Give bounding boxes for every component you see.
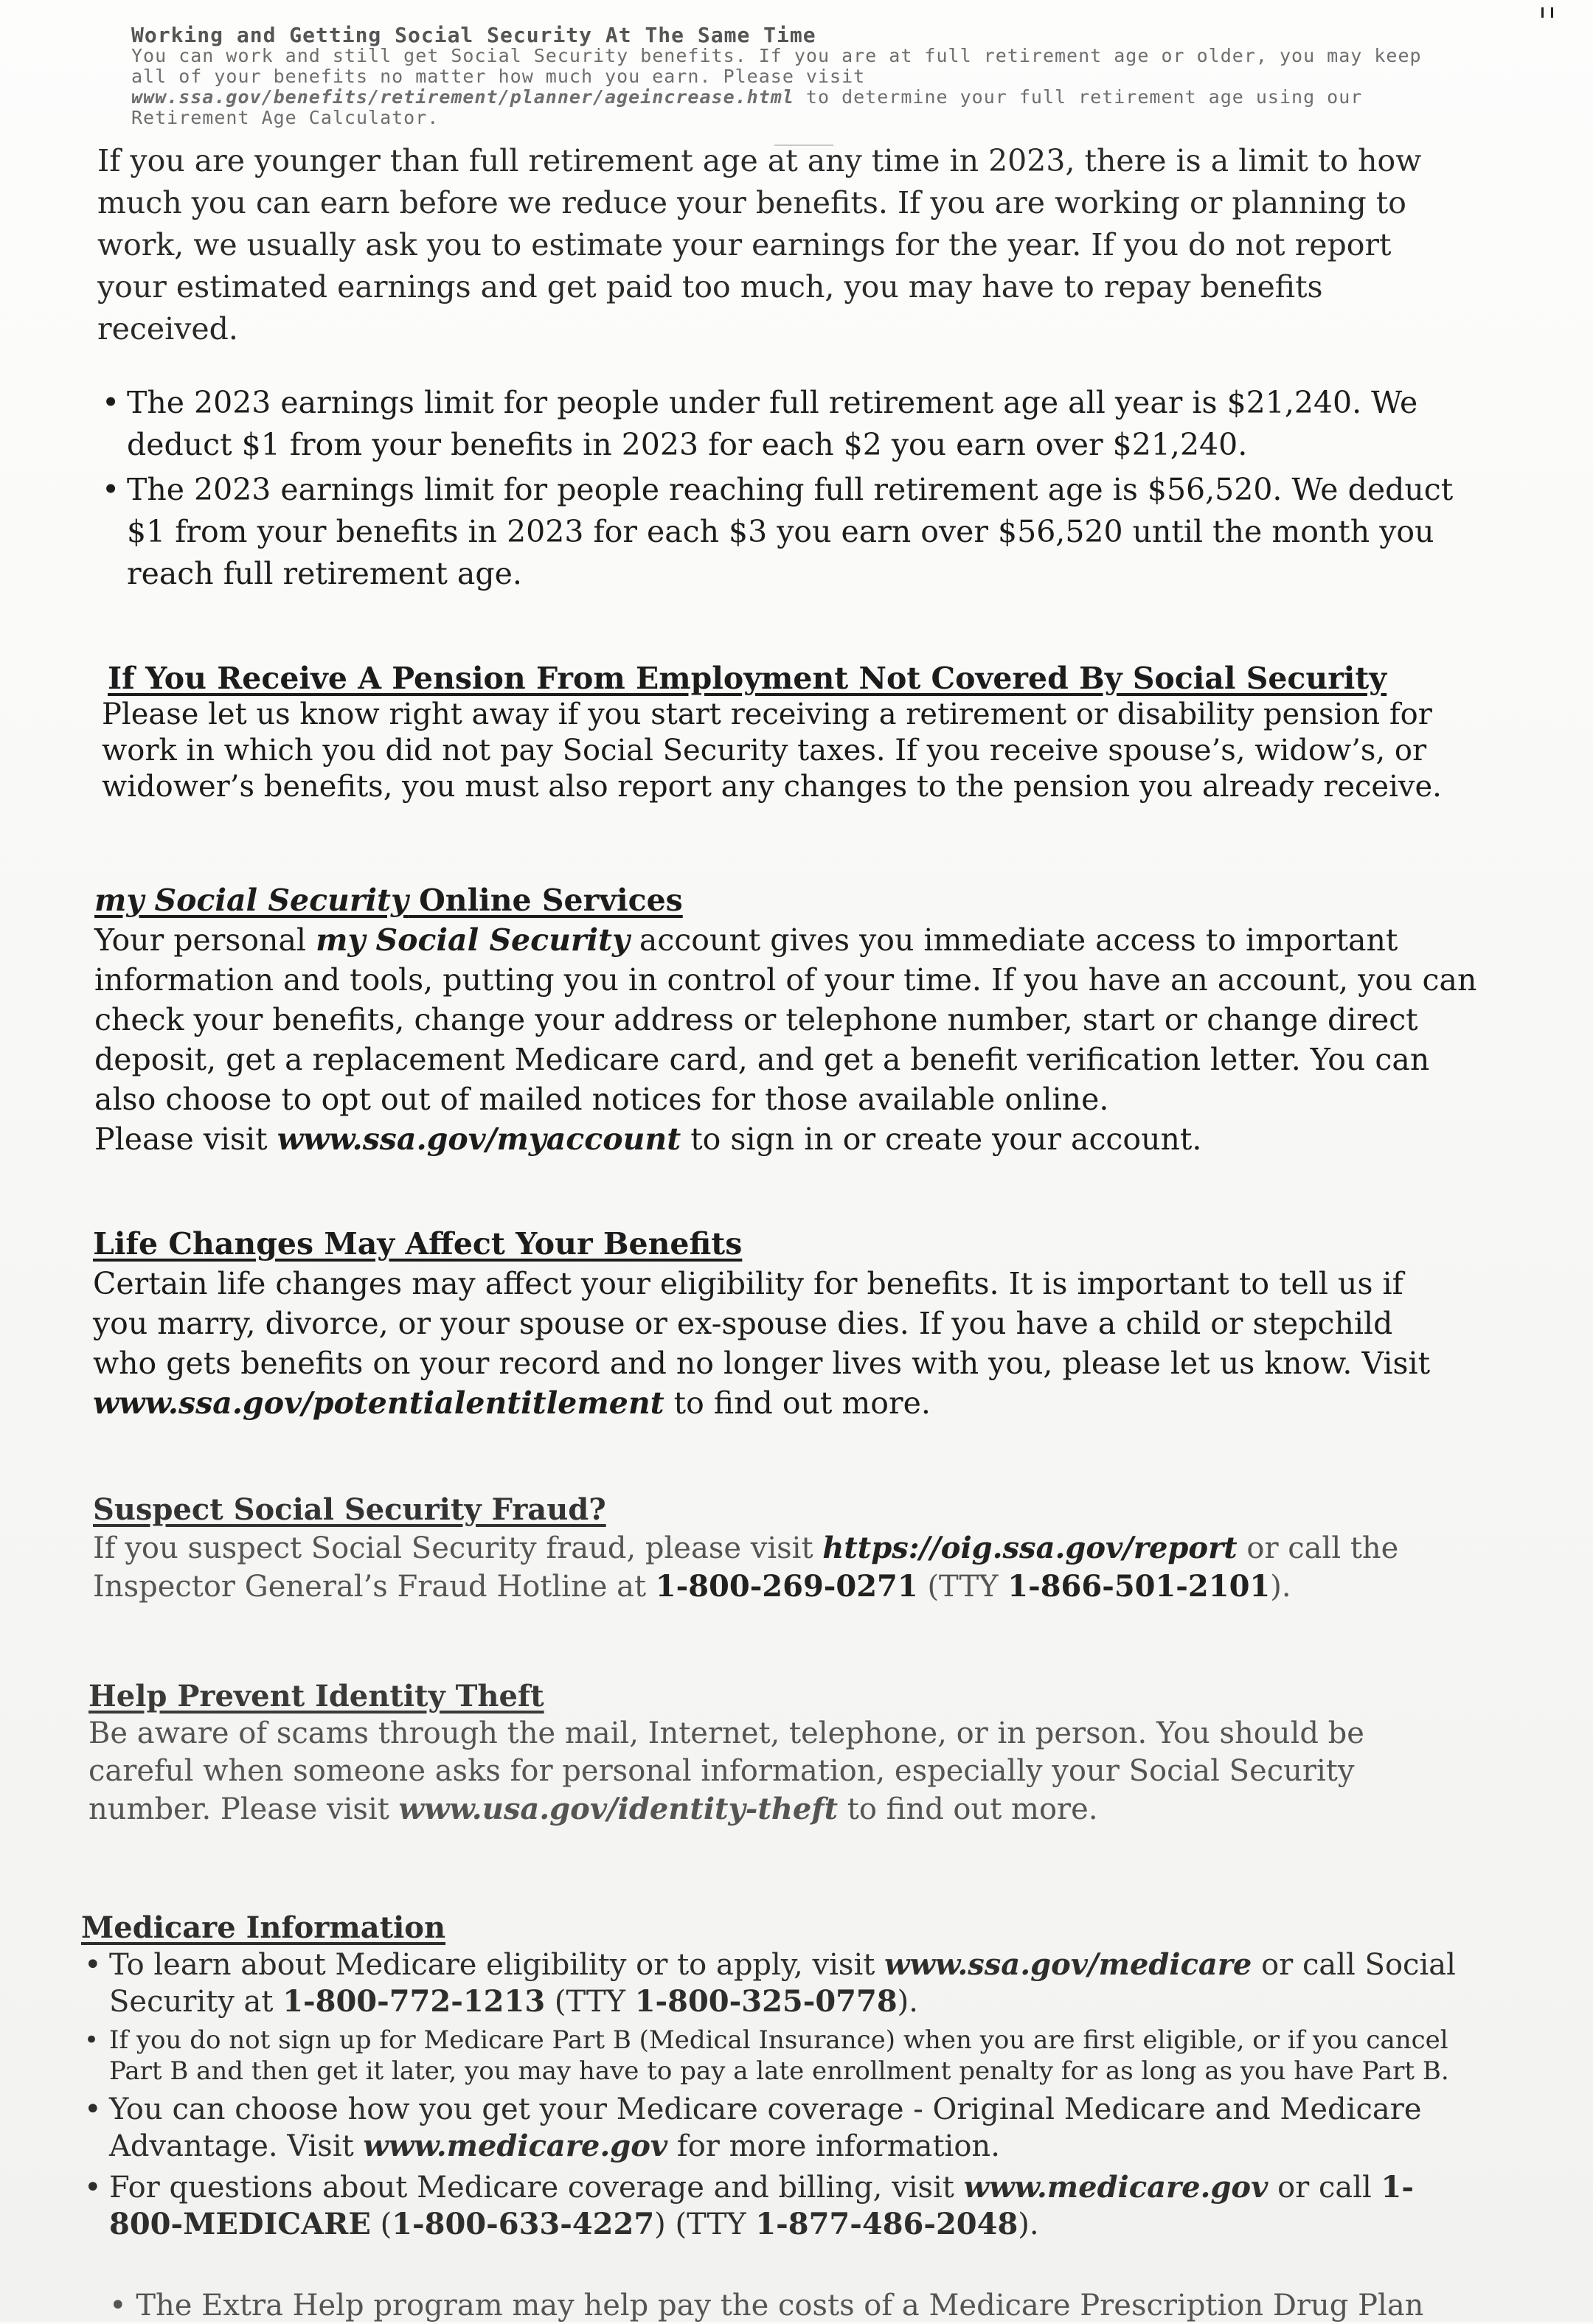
medicare-i4-b: or call [1268,2171,1381,2205]
online-visit-b: to sign in or create your account. [681,1121,1202,1157]
ssa-medicare-link[interactable]: www.ssa.gov/medicare [884,1947,1252,1982]
pension-text: Please let us know right away if you start receiving a retirement or disability pension for work in which you did not pay Social Security taxes. If you receive spouse’s, widow’s, or widower’s benefits, you must also report any changes to the pension you already receive. [102,697,1442,804]
medicare-i2: If you do not sign up for Medicare Part B (Medical Insurance) when you are first eligible, or if you cancel Part B and then get it later, you may have to pay a late enrollment penalty for as long as you have Part B. [109,2025,1449,2086]
life-heading: Life Changes May Affect Your Benefits [93,1226,743,1262]
online-text [94,920,1481,1119]
life-text-b: to find out more. [664,1385,931,1421]
section-identity-theft [88,1677,1460,1829]
medicare-i1-a: To learn about Medicare eligibility or to apply, visit [109,1948,885,1982]
fraud-hotline-phone: 1-800-269-0271 [655,1569,918,1604]
fraud-heading: Suspect Social Security Fraud? [93,1492,606,1527]
section-life-changes [93,1224,1465,1423]
identity-text-a: Be aware of scams through the mail, Internet, telephone, or in person. You should be careful when someone asks for personal information, especially your Social Security number. Please visit [88,1716,1364,1826]
list-item [84,2091,1475,2165]
limit-item-text: The 2023 earnings limit for people under full retirement age all year is $21,240. We deduct $1 from your benefits in 2023 for each $2 you earn over $21,240. [127,385,1418,462]
medicare-i4-c: ( [370,2208,392,2241]
limits-list [102,382,1462,595]
section-online-services [94,880,1481,1159]
section-earnings-limit [97,140,1447,350]
medicare-heading: Medicare Information [81,1910,446,1945]
section-fraud [93,1491,1465,1606]
medicare-gov-link-2[interactable]: www.medicare.gov [963,2170,1268,2205]
section-2023-limits [102,382,1462,598]
pension-heading: If You Receive A Pension From Employment Not Covered By Social Security [108,661,1387,696]
bullet-icon: • [84,2092,102,2126]
online-heading-rest: Online Services [408,883,683,918]
life-text-a: Certain life changes may affect your eligibility for benefits. It is important to tell us if you marry, divorce, or your spouse or ex-spouse dies. If you have a child or stepchild who gets benefits on your record and no longer lives with you, please let us know. Visit [93,1266,1431,1381]
identity-text-b: to find out more. [838,1792,1098,1826]
oig-report-link[interactable]: https://oig.ssa.gov/report [822,1531,1238,1565]
medicare-i3-b: for more information. [667,2129,1000,2163]
medicare-i4-a: For questions about Medicare coverage and billing, visit [109,2171,964,2205]
bullet-icon: • [84,2171,102,2205]
working-text-b: to determine your full retirement age using our Retirement Age Calculator. [131,86,1363,128]
ssa-phone: 1-800-772-1213 [282,1984,546,2019]
medicare-i1-d: ). [897,1985,918,2019]
medicare-i5-partial: The Extra Help program may help pay the costs of a Medicare Prescription Drug Plan [136,2289,1424,2323]
ssa-tty-phone: 1-800-325-0778 [634,1984,898,2019]
medicare-phone: 1-800-MEDICARE [109,2170,1414,2241]
bullet-icon: • [109,2289,127,2323]
medicare-i3-a: You can choose how you get your Medicare coverage - Original Medicare and Medicare Advantage. Visit [109,2092,1422,2163]
online-text-b: account gives you immediate access to important information and tools, putting you in control of your time. If you have an account, you can check your benefits, change your address or telephone number, start or change direct deposit, get a replacement Medicare card, and get a benefit verification letter. You can also choose to opt out of mailed notices for those available online. [94,922,1477,1117]
staple-mark [1541,7,1553,18]
online-visit-a: Please visit [94,1121,277,1157]
list-item [84,2169,1475,2243]
life-text [93,1264,1465,1423]
identity-heading: Help Prevent Identity Theft [88,1679,544,1714]
fraud-text [93,1529,1465,1606]
medicare-i4-d: ) (TTY [654,2208,756,2241]
online-heading [94,880,1481,920]
fraud-text-d: ). [1270,1570,1291,1604]
entitlement-link[interactable]: www.ssa.gov/potentialentitlement [93,1385,664,1421]
section-medicare [81,1910,1475,2323]
working-heading: Working and Getting Social Security At The Same Time [131,23,816,47]
bullet-icon: • [102,385,120,420]
medicare-tty-phone: 1-877-486-2048 [755,2207,1018,2241]
medicare-i1-c: (TTY [545,1985,635,2019]
section-working [131,25,1429,128]
working-text [131,46,1429,128]
section-pension [102,661,1481,805]
bullet-icon: • [84,2025,100,2055]
fraud-text-c: (TTY [917,1570,1008,1604]
limit-item-text: The 2023 earnings limit for people reaching full retirement age is $56,520. We deduct $1 from your benefits in 2023 for each $3 you earn over $56,520 until the month you reach full retirement age. [127,472,1454,591]
myaccount-link[interactable]: www.ssa.gov/myaccount [277,1121,681,1157]
fraud-text-b: or call the Inspector General’s Fraud Hotline at [93,1531,1399,1604]
list-item [102,382,1462,466]
earnings-limit-text: If you are younger than full retirement age at any time in 2023, there is a limit to how much you can earn before we reduce your benefits. If you are working or planning to work, we usually ask you to estimate your earnings for the year. If you do not report your estimated earnings and get paid too much, you may have to repay benefits received. [97,143,1422,347]
online-text-a: Your personal [94,922,316,958]
bullet-icon: • [102,472,120,507]
online-text-em: my Social Security [316,922,630,958]
list-item [102,469,1462,595]
fraud-text-a: If you suspect Social Security fraud, please visit [93,1531,823,1565]
medicare-gov-link[interactable]: www.medicare.gov [363,2129,668,2163]
list-item [84,1946,1475,2020]
online-visit [94,1119,1481,1159]
working-text-a: You can work and still get Social Security benefits. If you are at full retirement age or older, you may keep all of your benefits no matter how much you earn. Please visit [131,45,1422,87]
list-item-partial [109,2287,1423,2324]
retirement-age-link[interactable]: www.ssa.gov/benefits/retirement/planner/ageincrease.html [131,86,794,108]
online-heading-italic: my Social Security [94,883,409,918]
identity-theft-link[interactable]: www.usa.gov/identity-theft [398,1792,839,1826]
medicare-i1-b: or call Social Security at [109,1948,1456,2019]
identity-text [88,1715,1460,1829]
medicare-list [84,1946,1475,2243]
bullet-icon: • [84,1948,102,1982]
medicare-i4-e: ). [1018,2208,1039,2241]
list-item [84,2025,1475,2087]
fraud-tty-phone: 1-866-501-2101 [1007,1569,1271,1604]
medicare-phone-number: 1-800-633-4227 [392,2207,655,2241]
